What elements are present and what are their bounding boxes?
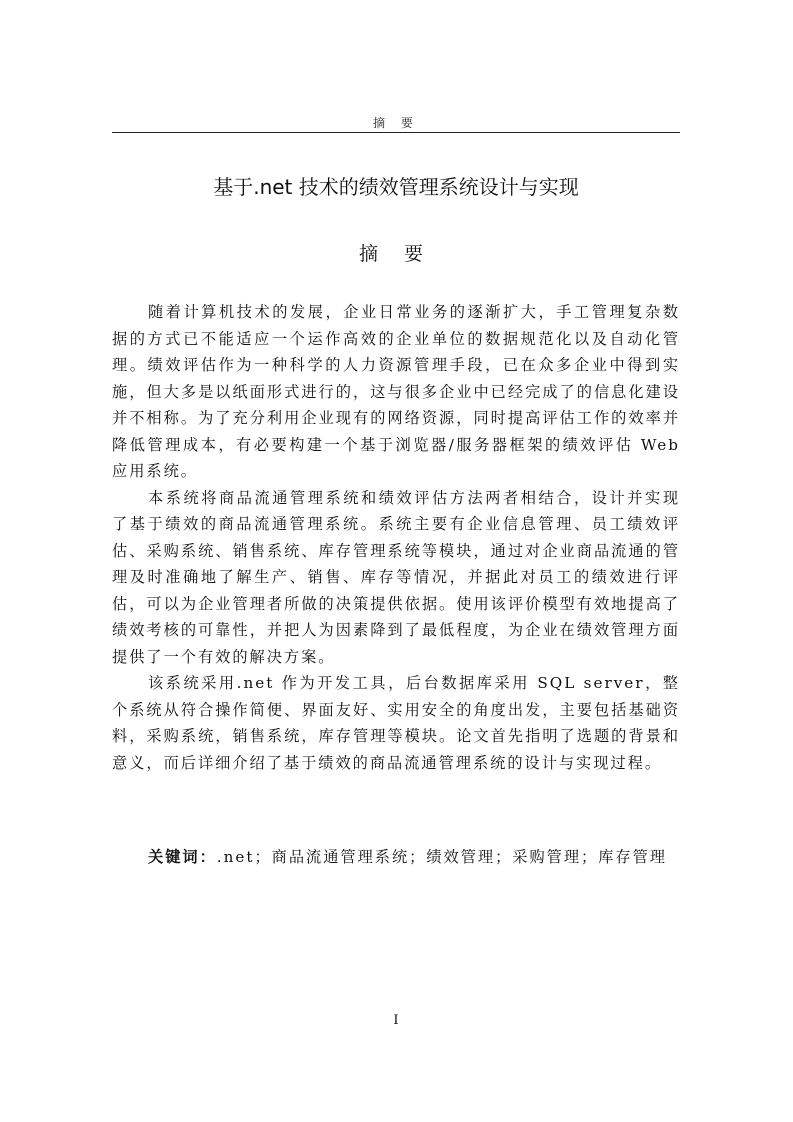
keywords-label: 关键词： xyxy=(148,848,217,866)
keywords-line xyxy=(112,843,680,871)
running-header xyxy=(112,112,680,133)
abstract-body xyxy=(112,299,680,776)
abstract-paragraph-3: 该系统采用.net 作为开发工具，后台数据库采用 SQL server，整个系统从符合操作简便、界面友好、实用安全的角度出发，主要包括基础资料，采购系统，销售系统，库存管理等模块。论文首先指明了选题的背景和意义，而后详细介绍了基于绩效的商品流通管理系统的设计与实现过程。 xyxy=(112,674,680,772)
thesis-title: 基于.net 技术的绩效管理系统设计与实现 xyxy=(213,175,579,199)
abstract-heading: 摘 要 xyxy=(358,243,434,265)
page-number: I xyxy=(393,1013,399,1028)
keywords-text: .net；商品流通管理系统；绩效管理；采购管理；库存管理 xyxy=(216,848,667,866)
running-header-title: 摘 要 xyxy=(373,116,419,130)
abstract-paragraph-2: 本系统将商品流通管理系统和绩效评估方法两者相结合，设计并实现了基于绩效的商品流通管理系统。系统主要有企业信息管理、员工绩效评估、采购系统、销售系统、库存管理系统等模块，通过对企业商品流通的管理及时准确地了解生产、销售、库存等情况，并据此对员工的绩效进行评估，可以为企业管理者所做的决策提供依据。使用该评价模型有效地提高了绩效考核的可靠性，并把人为因素降到了最低程度，为企业在绩效管理方面提供了一个有效的解决方案。 xyxy=(112,488,680,666)
abstract-paragraph-1: 随着计算机技术的发展，企业日常业务的逐渐扩大，手工管理复杂数据的方式已不能适应一个运作高效的企业单位的数据规范化以及自动化管理。绩效评估作为一种科学的人力资源管理手段，已在众多企业中得到实施，但大多是以纸面形式进行的，这与很多企业中已经完成了的信息化建设并不相称。为了充分利用企业现有的网络资源，同时提高评估工作的效率并降低管理成本，有必要构建一个基于浏览器/服务器框架的绩效评估 Web 应用系统。 xyxy=(112,303,680,480)
